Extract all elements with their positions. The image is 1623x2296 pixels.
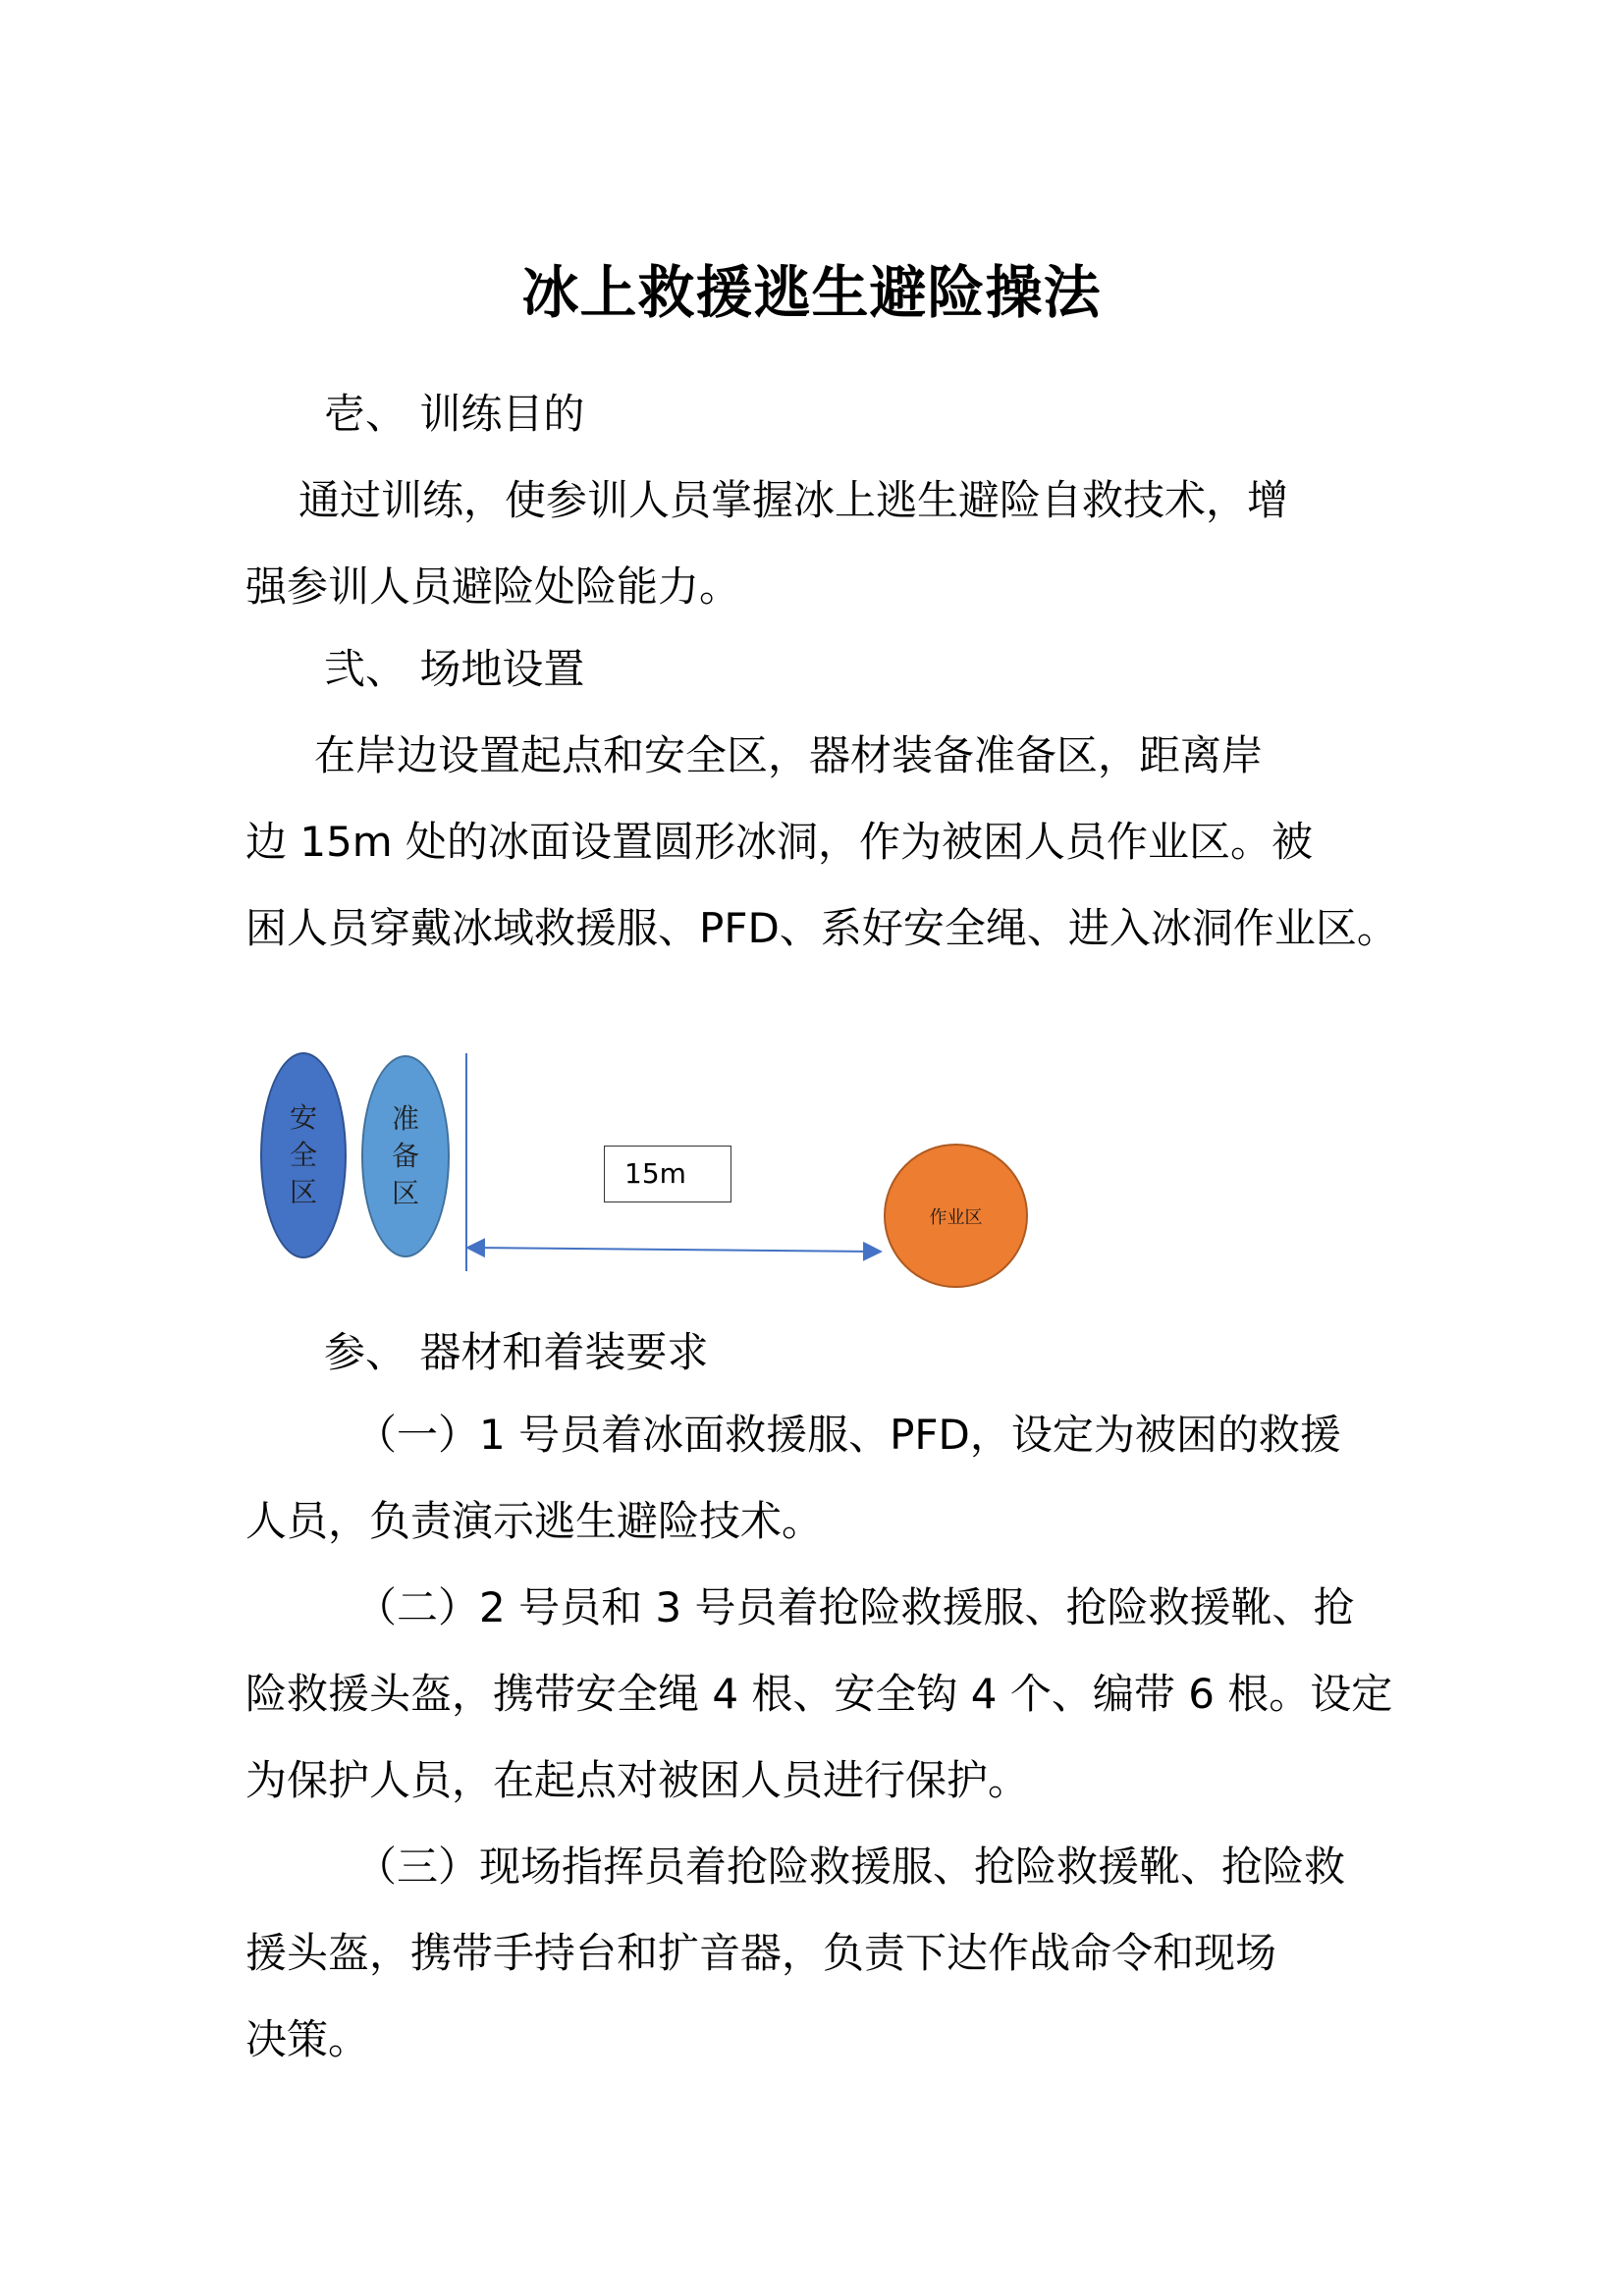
- paragraph-line: （三）现场指挥员着抢险救援服、抢险救援靴、抢险救: [355, 1842, 1346, 1891]
- paragraph-line: 强参训人员避险处险能力。: [245, 562, 741, 611]
- section-item-2: [245, 1565, 1393, 1824]
- paragraph-line: 决策。: [245, 2015, 370, 2063]
- section-item-1: [245, 1392, 1384, 1565]
- paragraph-line: 援头盔，携带手持台和扩音器，负责下达作战命令和现场: [245, 1929, 1277, 1977]
- page-title: 冰上救援逃生避险操法: [521, 259, 1102, 326]
- work-zone-label: 作业区: [929, 1206, 983, 1228]
- section-heading-2: 弐、 场地设置: [324, 645, 585, 693]
- paragraph-line: 在岸边设置起点和安全区，器材装备准备区，距离岸: [314, 731, 1264, 779]
- distance-label-box: 15m: [604, 1146, 731, 1202]
- paragraph-line: 通过训练，使参训人员掌握冰上逃生避险自救技术，增: [298, 476, 1289, 524]
- paragraph-line: （二）2 号员和 3 号员着抢险救援服、抢险救援靴、抢: [355, 1583, 1355, 1631]
- section-heading-3: 参、 器材和着装要求: [324, 1328, 709, 1376]
- paragraph-line: （一）1 号员着冰面救援服、PFD，设定为被困的救援: [355, 1411, 1341, 1459]
- paragraph-line: 困人员穿戴冰域救援服、PFD、系好安全绳、进入冰洞作业区。: [245, 904, 1398, 952]
- section-item-3: [245, 1824, 1384, 2083]
- paragraph-line: 人员，负责演示逃生避险技术。: [245, 1497, 824, 1545]
- section-paragraph-2: [245, 713, 1398, 972]
- section-paragraph-1: [245, 457, 1384, 630]
- paragraph-line: 为保护人员，在起点对被困人员进行保护。: [245, 1756, 1030, 1804]
- section-heading-1: 壱、 训练目的: [324, 390, 585, 438]
- work-zone-circle: [884, 1144, 1028, 1288]
- prep-zone-label: 准备区: [391, 1102, 419, 1209]
- paragraph-line: 险救援头盔，携带安全绳 4 根、安全钩 4 个、编带 6 根。设定: [245, 1670, 1393, 1718]
- safe-zone-label: 安全区: [289, 1101, 317, 1208]
- paragraph-line: 边 15m 处的冰面设置圆形冰洞，作为被困人员作业区。被: [245, 818, 1314, 866]
- site-layout-diagram: [255, 1045, 1041, 1301]
